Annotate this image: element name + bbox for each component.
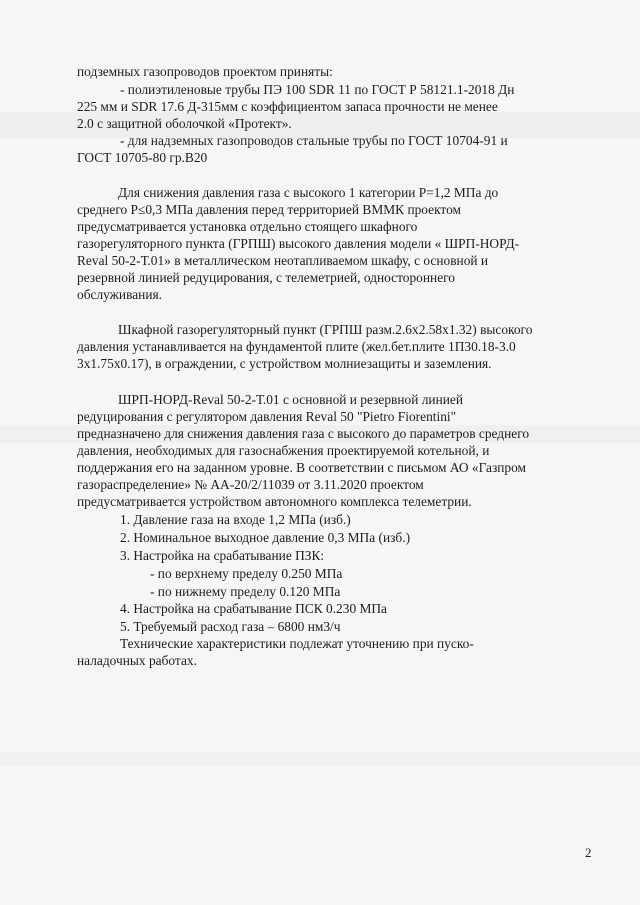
list-item: 4. Настройка на срабатывание ПСК 0.230 МПа xyxy=(120,601,388,616)
text-line: Для снижения давления газа с высокого 1 категории Р=1,2 МПа до xyxy=(118,185,499,200)
list-subitem: - по нижнему пределу 0.120 МПа xyxy=(150,584,341,599)
text-line: - для надземных газопроводов стальные трубы по ГОСТ 10704-91 и xyxy=(120,133,508,148)
list-item: 1. Давление газа на входе 1,2 МПа (изб.) xyxy=(120,512,351,527)
text-line: предусматривается устройством автономного комплекса телеметрии. xyxy=(77,494,472,509)
page-number: 2 xyxy=(585,845,592,860)
text-line: 3х1.75х0.17), в ограждении, с устройством молниезащиты и заземления. xyxy=(77,356,492,371)
list-item: 2. Номинальное выходное давление 0,3 МПа (изб.) xyxy=(120,530,411,545)
text-line: предусматривается установка отдельно стоящего шкафного xyxy=(77,219,418,234)
text-line: среднего Р≤0,3 МПа давления перед территорией ВММК проектом xyxy=(77,202,462,217)
text-line: ГОСТ 10705-80 гр.В20 xyxy=(77,150,208,165)
text-line: Технические характеристики подлежат уточнению при пуско- xyxy=(120,636,474,651)
scan-artifact-band xyxy=(0,752,640,766)
list-item: 3. Настройка на срабатывание ПЗК: xyxy=(120,548,325,563)
list-subitem: - по верхнему пределу 0.250 МПа xyxy=(150,566,343,581)
text-line: 225 мм и SDR 17.6 Д-315мм с коэффициентом запаса прочности не менее xyxy=(77,99,498,114)
text-line: наладочных работах. xyxy=(77,653,197,668)
text-line: обслуживания. xyxy=(77,287,162,302)
text-line: предназначено для снижения давления газа с высокого до параметров среднего xyxy=(77,426,530,441)
text-line: - полиэтиленовые трубы ПЭ 100 SDR 11 по ГОСТ Р 58121.1-2018 Дн xyxy=(120,82,515,97)
text-line: редуцирования с регулятором давления Reval 50 "Pietro Fiorentini" xyxy=(77,409,457,424)
text-line: давления устанавливается на фундаментой плите (жел.бет.плите 1П30.18-3.0 xyxy=(77,339,516,354)
text-line: резервной линией редуцирования, с телеметрией, одностороннего xyxy=(77,270,455,285)
text-line: подземных газопроводов проектом приняты: xyxy=(77,64,333,79)
text-line: поддержания его на заданном уровне. В соответствии с письмом АО «Газпром xyxy=(77,460,527,475)
text-line: ШРП-НОРД-Reval 50-2-Т.01 с основной и резервной линией xyxy=(118,392,464,407)
text-line: давления, необходимых для газоснабжения проектируемой котельной, и xyxy=(77,443,490,458)
text-line: Шкафной газорегуляторный пункт (ГРПШ разм.2.6х2.58х1.32) высокого xyxy=(118,322,533,337)
text-line: газораспределение» № АА-20/2/11039 от 3.11.2020 проектом xyxy=(77,477,424,492)
text-line: газорегуляторного пункта (ГРПШ) высокого давления модели « ШРП-НОРД- xyxy=(77,236,520,251)
text-line: Reval 50-2-Т.01» в металлическом неотапливаемом шкафу, с основной и xyxy=(77,253,489,268)
text-line: 2.0 с защитной оболочкой «Протект». xyxy=(77,116,292,131)
list-item: 5. Требуемый расход газа – 6800 нм3/ч xyxy=(120,619,341,634)
